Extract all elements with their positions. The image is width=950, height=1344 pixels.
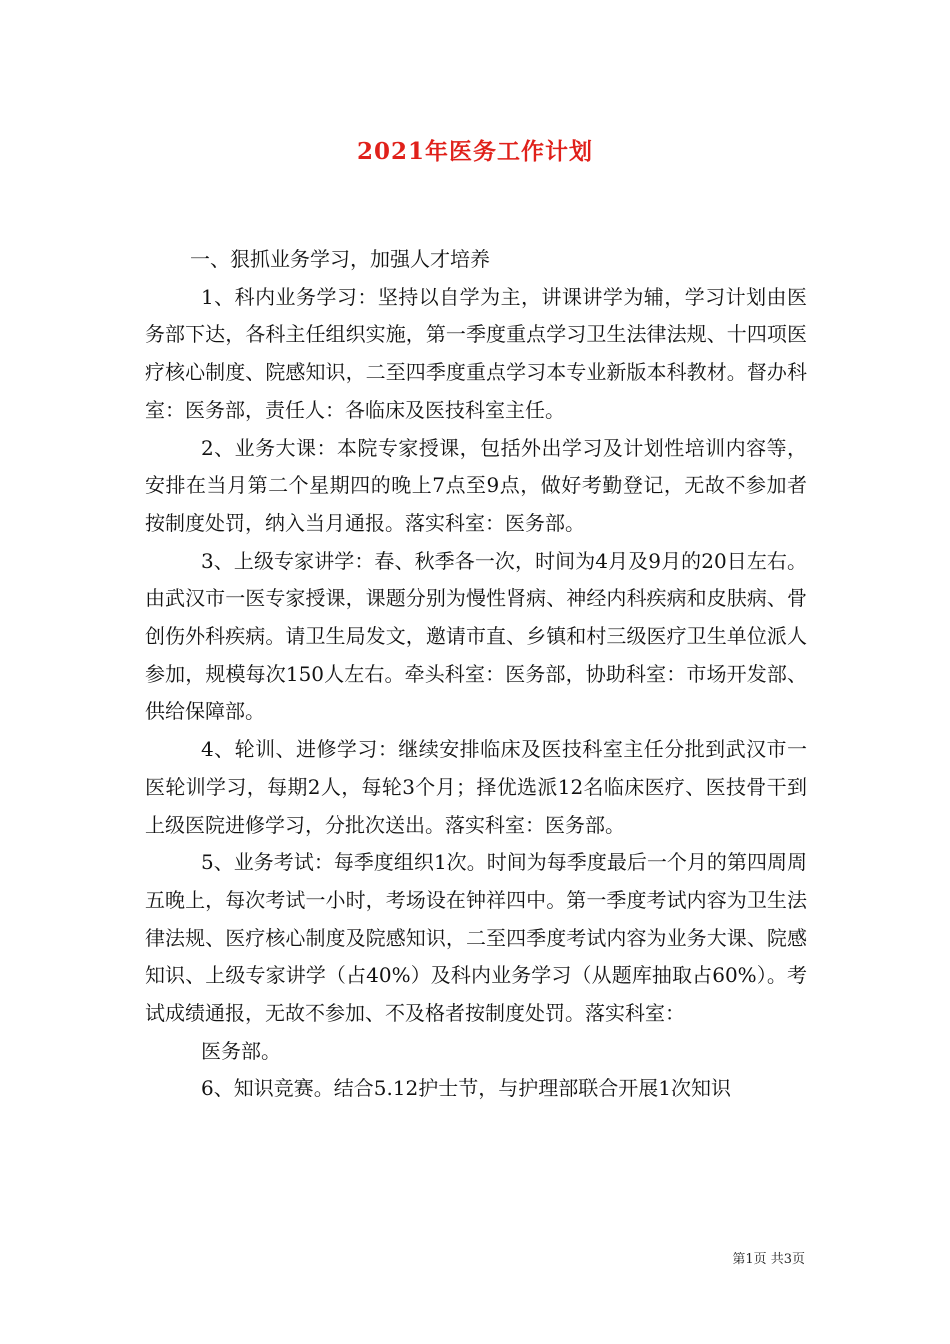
paragraph: 6、知识竞赛。结合5.12护士节，与护理部联合开展1次知识 [201,1076,731,1101]
paragraph: 2、业务大课：本院专家授课，包括外出学习及计划性培训内容等，安排在当月第二个星期四的晚上7点至9点，做好考勤登记，无故不参加者按制度处罚，纳入当月通报。落实科室：医务部。 [145,435,807,535]
paragraph: 1、科内业务学习：坚持以自学为主，讲课讲学为辅，学习计划由医务部下达，各科主任组织实施，第一季度重点学习卫生法律法规、十四项医疗核心制度、院感知识，二至四季度重点学习本专业新版本科教材。督办科室：医务部，责任人：各临床及医技科室主任。 [145,284,807,422]
document-title: 2021年医务工作计划 [356,138,593,165]
paragraph: 5、业务考试：每季度组织1次。时间为每季度最后一个月的第四周周五晚上，每次考试一小时，考场设在钟祥四中。第一季度考试内容为卫生法律法规、医疗核心制度及院感知识，二至四季度考试内容为业务大课、院感知识、上级专家讲学（占40%）及科内业务学习（从题库抽取占60%）。考试成绩通报，无故不参加、不及格者按制度处罚。落实科室： [145,850,807,1026]
paragraph: 3、上级专家讲学：春、秋季各一次，时间为4月及9月的20日左右。由武汉市一医专家授课，课题分别为慢性肾病、神经内科疾病和皮肤病、骨创伤外科疾病。请卫生局发文，邀请市直、乡镇和村三级医疗卫生单位派人参加，规模每次150人左右。牵头科室：医务部，协助科室：市场开发部、供给保障部。 [145,548,807,724]
document-body [145,241,807,1108]
paragraph: 医务部。 [201,1038,281,1063]
page-number: 第1页 共3页 [732,1252,805,1267]
paragraph: 4、轮训、进修学习：继续安排临床及医技科室主任分批到武汉市一医轮训学习，每期2人，每轮3个月；择优选派12名临床医疗、医技骨干到上级医院进修学习，分批次送出。落实科室：医务部。 [145,737,807,837]
section-heading: 一、狠抓业务学习，加强人才培养 [190,247,490,271]
